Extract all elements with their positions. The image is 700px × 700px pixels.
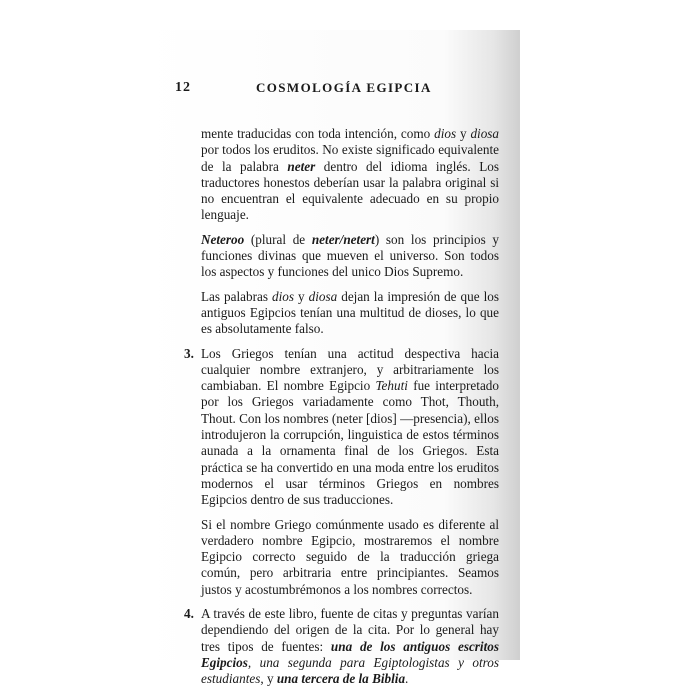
paragraph-1: mente traducidas con toda intención, como dios y diosa por todos los eruditos. No existe significado equivalente de la palabra neter dentro del idioma inglés. Los traductores honestos deberían usar la palabra original si no encuentran el equivalente adecuado en su propio lenguaje. [201,126,500,223]
running-title: COSMOLOGÍA EGIPCIA [256,80,432,95]
paragraph-2: Neteroo (plural de neter/netert) son los principios y funciones divinas que mueven el universo. Son todos los aspectos y funciones del unico Dios Supremo. [201,231,499,280]
list-item-3 [184,345,499,598]
list-item-3-paragraph-2: Si el nombre Griego comúnmente usado es diferente al verdadero nombre Egipcio, mostraremos el nombre Egipcio correcto seguido de la traducción griega común, pero arbitraria entre principiantes. Seamos justos y acostumbrémonos a los nombres correctos. [201,516,499,597]
list-item-3-paragraph-1: Los Griegos tenían una actitud despectiva hacia cualquier nombre extranjero, y arbitrariamente los cambiaban. El nombre Egipcio Tehuti fue interpretado por los Griegos variadamente como Thot, Thouth, Thout. Con los nombres (neter [dios] —presencia), ellos introdujeron la corrupción, linguistica de estos términos aunada a la ornamenta final de los Griegos. Esta práctica se ha convertido en una moda entre los eruditos modernos el usar términos Griegos en nombres Egipcios dentro de sus traducciones. [201,345,499,508]
paragraph-3: Las palabras dios y diosa dejan la impresión de que los antiguos Egipcios tenían una multitud de dioses, lo que es absolutamente falso. [201,288,499,337]
page-body [184,126,500,696]
list-number: 3. [184,345,194,361]
list-number: 4. [184,606,194,622]
list-item-4 [184,606,499,687]
list-item-4-paragraph: A través de este libro, fuente de citas y preguntas varían dependiendo del origen de la cita. Por lo general hay tres tipos de fuentes: una de los antiguos escritos Egipcios, una segunda para Egiptologistas y otros estudiantes, y una tercera de la Biblia. [201,606,499,687]
page-number: 12 [175,80,191,95]
